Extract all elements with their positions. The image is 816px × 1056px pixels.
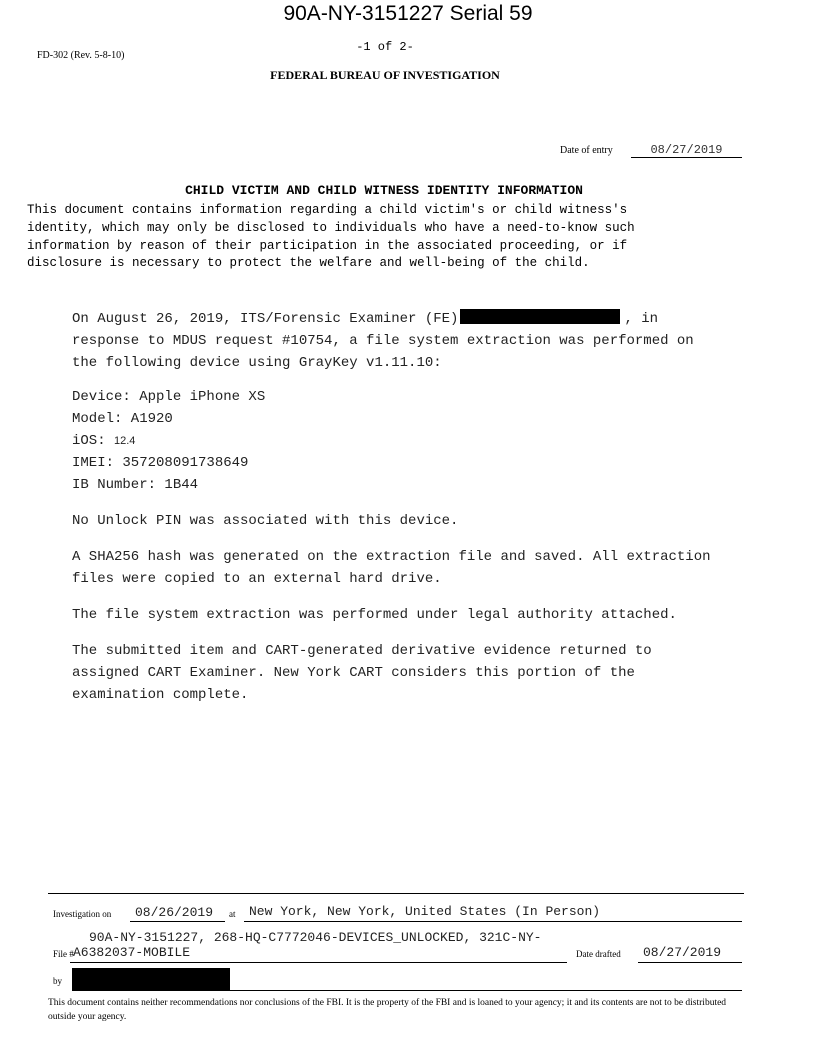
ib-number-line: IB Number: 1B44 xyxy=(72,477,199,493)
file-number-rule xyxy=(70,962,567,963)
notice-line: identity, which may only be disclosed to individuals who have a need-to-know such xyxy=(27,220,635,235)
cart-line-1: The submitted item and CART-generated derivative evidence returned to xyxy=(72,643,652,659)
intro-paragraph xyxy=(72,308,772,374)
hash-paragraph xyxy=(72,546,711,590)
date-drafted-rule xyxy=(638,962,742,963)
hash-line-1: A SHA256 hash was generated on the extraction file and saved. All extraction xyxy=(72,549,711,565)
pin-paragraph: No Unlock PIN was associated with this device. xyxy=(72,513,459,529)
by-rule xyxy=(72,990,742,991)
notice-body xyxy=(27,202,727,273)
legal-paragraph: The file system extraction was performed under legal authority attached. xyxy=(72,607,677,623)
file-number-label: File # xyxy=(53,949,74,959)
page-number: -1 of 2- xyxy=(356,40,414,54)
investigation-date-rule xyxy=(130,921,225,922)
hash-line-2: files were copied to an external hard drive. xyxy=(72,571,442,587)
date-drafted-label: Date drafted xyxy=(576,949,621,959)
cart-paragraph xyxy=(72,640,652,706)
form-id: FD-302 (Rev. 5-8-10) xyxy=(37,50,125,61)
investigation-on-label: Investigation on xyxy=(53,909,112,919)
cart-line-3: examination complete. xyxy=(72,687,249,703)
date-of-entry-label: Date of entry xyxy=(560,145,613,156)
footer-disclaimer: This document contains neither recommendations nor conclusions of the FBI. It is the property of the FBI and is loaned to your agency; it and its contents are not to be distributed outside your agency. xyxy=(48,998,727,1022)
notice-line: This document contains information regarding a child victim's or child witness's xyxy=(27,203,628,217)
notice-line: information by reason of their participation in the associated proceeding, or if xyxy=(27,238,628,253)
redaction-block xyxy=(460,309,620,324)
intro-text-after: , in xyxy=(624,311,659,327)
at-label: at xyxy=(229,909,236,919)
footer-top-rule xyxy=(48,893,744,894)
device-details xyxy=(72,386,265,496)
model-line: Model: A1920 xyxy=(72,411,173,427)
location-rule xyxy=(244,921,742,922)
intro-line-2: response to MDUS request #10754, a file system extraction was performed on xyxy=(72,333,694,349)
by-label: by xyxy=(53,976,62,986)
intro-line-1 xyxy=(72,308,772,330)
intro-line-3: the following device using GrayKey v1.11.10: xyxy=(72,355,442,371)
intro-text-before: On August 26, 2019, ITS/Forensic Examiner (FE) xyxy=(72,311,459,327)
investigation-date: 08/26/2019 xyxy=(135,905,214,920)
ios-value: 12.4 xyxy=(114,435,136,447)
file-line-2: A6382037-MOBILE xyxy=(73,945,191,960)
notice-title: CHILD VICTIM AND CHILD WITNESS IDENTITY INFORMATION xyxy=(185,183,583,198)
date-of-entry-value: 08/27/2019 xyxy=(631,143,742,158)
imei-line: IMEI: 357208091738649 xyxy=(72,455,249,471)
serial-header: 90A-NY-3151227 Serial 59 xyxy=(283,2,533,25)
file-line-1: 90A-NY-3151227, 268-HQ-C7772046-DEVICES_UNLOCKED, 321C-NY- xyxy=(89,930,542,945)
location-value: New York, New York, United States (In Person) xyxy=(249,904,601,919)
date-drafted-value: 08/27/2019 xyxy=(643,945,722,960)
notice-line: disclosure is necessary to protect the welfare and well-being of the child. xyxy=(27,256,590,271)
agency-title: FEDERAL BUREAU OF INVESTIGATION xyxy=(270,68,500,82)
device-line: Device: Apple iPhone XS xyxy=(72,389,266,405)
author-redaction-block xyxy=(72,968,230,990)
ios-line xyxy=(72,430,265,452)
ios-label: iOS: xyxy=(72,433,115,449)
cart-line-2: assigned CART Examiner. New York CART considers this portion of the xyxy=(72,665,635,681)
